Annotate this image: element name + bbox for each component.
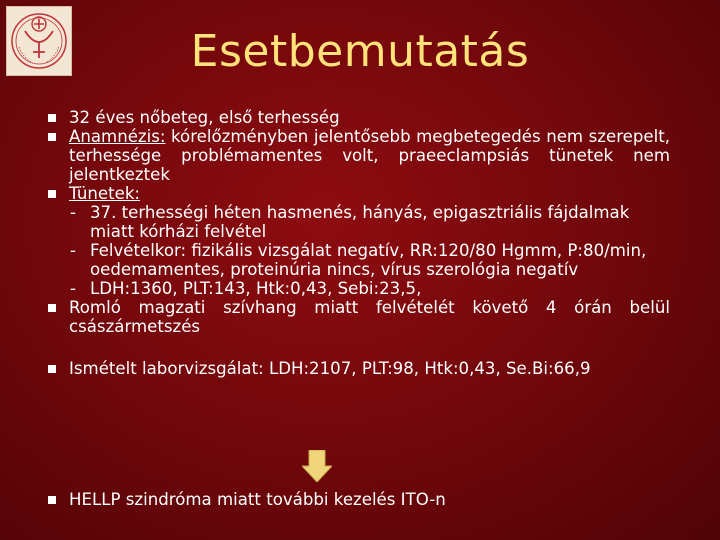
bullet-item-conclusion bbox=[48, 490, 709, 509]
sub-item bbox=[48, 203, 670, 241]
dash-marker: - bbox=[70, 203, 76, 222]
bullet-item bbox=[48, 108, 670, 127]
sub-item bbox=[48, 279, 670, 298]
symptoms-label: Tünetek: bbox=[69, 184, 141, 203]
bullet-item-lab bbox=[48, 359, 670, 378]
bullet-marker bbox=[48, 496, 56, 504]
slide-content bbox=[48, 108, 670, 378]
bullet-marker bbox=[48, 365, 56, 373]
sub-item-text: LDH:1360, PLT:143, Htk:0,43, Sebi:23,5, bbox=[90, 279, 422, 298]
sub-item bbox=[48, 241, 670, 279]
bullet-text: Ismételt laborvizsgálat: LDH:2107, PLT:98, Htk:0,43, Se.Bi:66,9 bbox=[69, 359, 591, 378]
bullet-item-symptoms bbox=[48, 184, 670, 203]
bullet-marker bbox=[48, 304, 56, 312]
down-arrow-icon bbox=[302, 450, 332, 482]
bullet-marker bbox=[48, 190, 56, 198]
bullet-item bbox=[48, 298, 670, 336]
slide-title: Esetbemutatás bbox=[190, 26, 530, 77]
bullet-marker bbox=[48, 133, 56, 141]
sub-item-text: 37. terhességi héten hasmenés, hányás, epigasztriális fájdalmak miatt kórházi felvétel bbox=[90, 203, 630, 241]
dash-marker: - bbox=[70, 279, 76, 298]
bullet-marker bbox=[48, 114, 56, 122]
bullet-text: HELLP szindróma miatt további kezelés ITO-n bbox=[69, 490, 446, 509]
bullet-text: 32 éves nőbeteg, első terhesség bbox=[69, 108, 340, 127]
sub-item-text: Felvételkor: fizikális vizsgálat negatív, RR:120/80 Hgmm, P:80/min, oedemamentes, proteinúria nincs, vírus szerológia negatív bbox=[90, 241, 647, 279]
anamnesis-label: Anamnézis: bbox=[69, 127, 166, 146]
anamnesis-text: kórelőzményben jelentősebb megbetegedés nem szerepelt, terhessége problémamentes volt, praeeclampsiás tünetek nem jelentkeztek bbox=[69, 127, 670, 184]
dash-marker: - bbox=[70, 241, 76, 260]
bullet-item-anamnesis bbox=[48, 127, 670, 184]
bullet-text: Romló magzati szívhang miatt felvételét követő 4 órán belül császármetszés bbox=[69, 298, 670, 336]
